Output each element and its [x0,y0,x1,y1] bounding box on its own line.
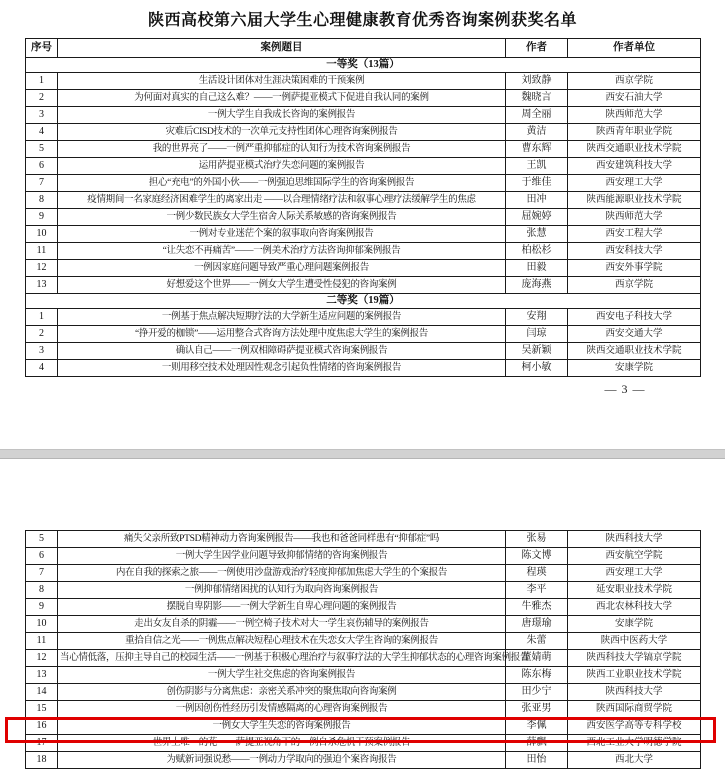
organization-cell: 西安工程大学 [568,226,701,243]
row-number-cell: 15 [26,701,58,718]
case-title-cell: 一例因家庭问题导致严重心理问题案例报告 [58,260,506,277]
header-author-organization: 作者单位 [568,39,701,58]
organization-cell: 西安建筑科技大学 [568,158,701,175]
case-title-cell: 痛失父亲所致PTSD精神动力咨询案例报告——我也和爸爸同样患有“抑郁症”吗 [58,531,506,548]
table-row [26,243,701,260]
organization-cell: 西安航空学院 [568,548,701,565]
row-number-cell: 18 [26,752,58,769]
organization-cell: 陕西交通职业技术学院 [568,141,701,158]
row-number-cell: 8 [26,582,58,599]
table-row [26,650,701,667]
award-table-page-2 [25,530,701,769]
prize-section-row [26,294,701,309]
author-cell: 魏晓言 [506,90,568,107]
case-title-cell: 一例因创伤性经历引发情感隔离的心理咨询案例报告 [58,701,506,718]
author-cell: 陈东梅 [506,667,568,684]
header-author: 作者 [506,39,568,58]
author-cell: 朱蕾 [506,633,568,650]
organization-cell: 西安石油大学 [568,90,701,107]
organization-cell: 安康学院 [568,616,701,633]
author-cell: 李平 [506,582,568,599]
prize-section-row [26,58,701,73]
organization-cell: 西安理工大学 [568,175,701,192]
row-number-cell: 13 [26,277,58,294]
author-cell: 田怡 [506,752,568,769]
case-title-cell: 确认自己——一例双相障碍萨提亚模式咨询案例报告 [58,343,506,360]
organization-cell: 陕西能源职业技术学院 [568,192,701,209]
table-row [26,360,701,377]
author-cell: 刘致静 [506,73,568,90]
row-number-cell: 2 [26,326,58,343]
case-title-cell: 一例对专业迷茫个案的叙事取向咨询案例报告 [58,226,506,243]
table-row [26,141,701,158]
organization-cell: 西安理工大学 [568,565,701,582]
author-cell: 曹东辉 [506,141,568,158]
case-title-cell: 生活设计团体对生涯决策困难的干预案例 [58,73,506,90]
row-number-cell: 6 [26,548,58,565]
prize-section-label: 一等奖（13篇） [26,58,701,73]
row-number-cell: 7 [26,565,58,582]
row-number-cell: 11 [26,633,58,650]
row-number-cell: 5 [26,141,58,158]
organization-cell: 西京学院 [568,73,701,90]
case-title-cell: 摆脱自卑阴影——一例大学新生自卑心理问题的案例报告 [58,599,506,616]
organization-cell: 陕西师范大学 [568,209,701,226]
table-row [26,326,701,343]
case-title-cell: 灾难后CISD技术的一次单元支持性团体心理咨询案例报告 [58,124,506,141]
case-title-cell: 创伤阴影与分离焦虑：亲密关系冲突的聚焦取向咨询案例 [58,684,506,701]
author-cell: 唐璟瑜 [506,616,568,633]
row-number-cell: 5 [26,531,58,548]
table-row [26,718,701,735]
table-row [26,752,701,769]
author-cell: 柏松杉 [506,243,568,260]
table-row [26,124,701,141]
header-serial-number: 序号 [26,39,58,58]
table-row [26,107,701,124]
row-number-cell: 10 [26,226,58,243]
award-table-page-1 [25,38,701,377]
organization-cell: 西安外事学院 [568,260,701,277]
table-row [26,309,701,326]
row-number-cell: 3 [26,107,58,124]
organization-cell: 陕西青年职业学院 [568,124,701,141]
row-number-cell: 13 [26,667,58,684]
author-cell: 闫琼 [506,326,568,343]
table-row [26,616,701,633]
author-cell: 屈婉婷 [506,209,568,226]
organization-cell: 陕西国际商贸学院 [568,701,701,718]
case-title-cell: 运用萨提亚模式治疗失恋问题的案例报告 [58,158,506,175]
organization-cell: 陕西科技大学 [568,684,701,701]
author-cell: 柯小敏 [506,360,568,377]
row-number-cell: 11 [26,243,58,260]
table-row [26,158,701,175]
author-cell: 王凯 [506,158,568,175]
organization-cell: 西北大学 [568,752,701,769]
prize-section-label: 二等奖（19篇） [26,294,701,309]
case-title-cell: 一例女大学生失恋的咨询案例报告 [58,718,506,735]
case-title-cell: 为赋新词强说愁——一例动力学取向的强迫个案咨询报告 [58,752,506,769]
table-row [26,209,701,226]
case-title-cell: 一例大学生自我成长咨询的案例报告 [58,107,506,124]
organization-cell: 西安电子科技大学 [568,309,701,326]
organization-cell: 西京学院 [568,277,701,294]
organization-cell: 西安交通大学 [568,326,701,343]
case-title-cell: 一例少数民族女大学生宿舍人际关系敏感的咨询案例报告 [58,209,506,226]
row-number-cell: 1 [26,73,58,90]
document-title: 陕西高校第六届大学生心理健康教育优秀咨询案例获奖名单 [147,12,577,29]
row-number-cell: 4 [26,124,58,141]
author-cell: 吴新颖 [506,343,568,360]
row-number-cell: 9 [26,209,58,226]
organization-cell: 延安职业技术学院 [568,582,701,599]
table-row [26,175,701,192]
row-number-cell: 9 [26,599,58,616]
case-title-cell: 一则用移空技术处理因性观念引起负性情绪的咨询案例报告 [58,360,506,377]
row-number-cell: 12 [26,650,58,667]
organization-cell: 陕西交通职业技术学院 [568,343,701,360]
row-number-cell: 17 [26,735,58,752]
table-row [26,226,701,243]
case-title-cell: 重拾自信之光——一例焦点解决短程心理技术在失恋女大学生咨询的案例报告 [58,633,506,650]
organization-cell: 西北农林科技大学 [568,599,701,616]
table-row [26,633,701,650]
table-row [26,565,701,582]
author-cell: 安翔 [506,309,568,326]
author-cell: 张亚男 [506,701,568,718]
case-title-cell: 我的世界亮了——一例严重抑郁症的认知行为技术咨询案例报告 [58,141,506,158]
table-row-highlighted [26,735,701,752]
case-title-cell: 走出女友自杀的阴霾——一例空椅子技术对大一学生哀伤辅导的案例报告 [58,616,506,633]
author-cell: 田少宁 [506,684,568,701]
case-title-cell: 内在自我的探索之旅——一例使用沙盘游戏治疗轻度抑郁加焦虑大学生的个案报告 [58,565,506,582]
row-number-cell: 6 [26,158,58,175]
organization-cell: 陕西科技大学 [568,531,701,548]
page-number: — 3 — [604,382,646,396]
case-title-cell: “挣开爱的枷锁”——运用整合式咨询方法处理中度焦虑大学生的案例报告 [58,326,506,343]
case-title-cell: “让失恋不再痛苦”——一例美术治疗方法咨询抑郁案例报告 [58,243,506,260]
author-cell: 陈文博 [506,548,568,565]
row-number-cell: 12 [26,260,58,277]
case-title-cell: 为何面对真实的自己这么难？——一例萨提亚模式下促进自我认同的案例 [58,90,506,107]
case-title-cell: 当心情低落，压抑主导自己的校园生活——一例基于积极心理治疗与叙事疗法的大学生抑郁状态的心理咨询案例报告 [58,650,506,667]
author-cell: 田毅 [506,260,568,277]
table-row [26,701,701,718]
case-title-cell: 一例抑郁情绪困扰的认知行为取向咨询案例报告 [58,582,506,599]
row-number-cell: 14 [26,684,58,701]
author-cell: 周全丽 [506,107,568,124]
organization-cell: 西北工业大学明德学院 [568,735,701,752]
organization-cell: 陕西中医药大学 [568,633,701,650]
case-title-cell: 担心“充电”的外国小伙——一例强迫思维国际学生的咨询案例报告 [58,175,506,192]
author-cell: 董婧萌 [506,650,568,667]
case-title-cell: 好想爱这个世界——一例女大学生遭受性侵犯的咨询案例 [58,277,506,294]
row-number-cell: 1 [26,309,58,326]
table-row [26,667,701,684]
row-number-cell: 4 [26,360,58,377]
organization-cell: 陕西科技大学镐京学院 [568,650,701,667]
author-cell: 庞海燕 [506,277,568,294]
author-cell: 牛雅杰 [506,599,568,616]
row-number-cell: 2 [26,90,58,107]
table-row [26,277,701,294]
table-row [26,343,701,360]
header-case-title: 案例题目 [58,39,506,58]
row-number-cell: 7 [26,175,58,192]
table-row [26,599,701,616]
row-number-cell: 16 [26,718,58,735]
author-cell: 于维佳 [506,175,568,192]
author-cell: 程瑛 [506,565,568,582]
case-title-cell: 疫情期间一名家庭经济困难学生的离家出走 ——以合理情绪疗法和叙事心理疗法缓解学生的焦虑 [58,192,506,209]
case-title-cell: 一例大学生因学业问题导致抑郁情绪的咨询案例报告 [58,548,506,565]
organization-cell: 陕西师范大学 [568,107,701,124]
table-row [26,684,701,701]
organization-cell: 陕西工业职业技术学院 [568,667,701,684]
table-row [26,531,701,548]
row-number-cell: 10 [26,616,58,633]
author-cell: 田冲 [506,192,568,209]
row-number-cell: 3 [26,343,58,360]
case-title-cell: 一例大学生社交焦虑的咨询案例报告 [58,667,506,684]
case-title-cell: 一例基于焦点解决短期疗法的大学新生适应问题的案例报告 [58,309,506,326]
table-row [26,548,701,565]
table-row [26,90,701,107]
author-cell: 张慧 [506,226,568,243]
table-row [26,192,701,209]
author-cell: 薛飘 [506,735,568,752]
organization-cell: 西安医学高等专科学校 [568,718,701,735]
author-cell: 黄洁 [506,124,568,141]
author-cell: 张易 [506,531,568,548]
case-title-cell: 世界上唯一的花——萨提亚视角下的一例自杀危机干预案例报告 [58,735,506,752]
author-cell: 李佩 [506,718,568,735]
row-number-cell: 8 [26,192,58,209]
table-row [26,582,701,599]
organization-cell: 安康学院 [568,360,701,377]
page-separator-band [0,449,725,459]
table-row [26,73,701,90]
table-row [26,260,701,277]
organization-cell: 西安科技大学 [568,243,701,260]
table-header-row [26,39,701,58]
